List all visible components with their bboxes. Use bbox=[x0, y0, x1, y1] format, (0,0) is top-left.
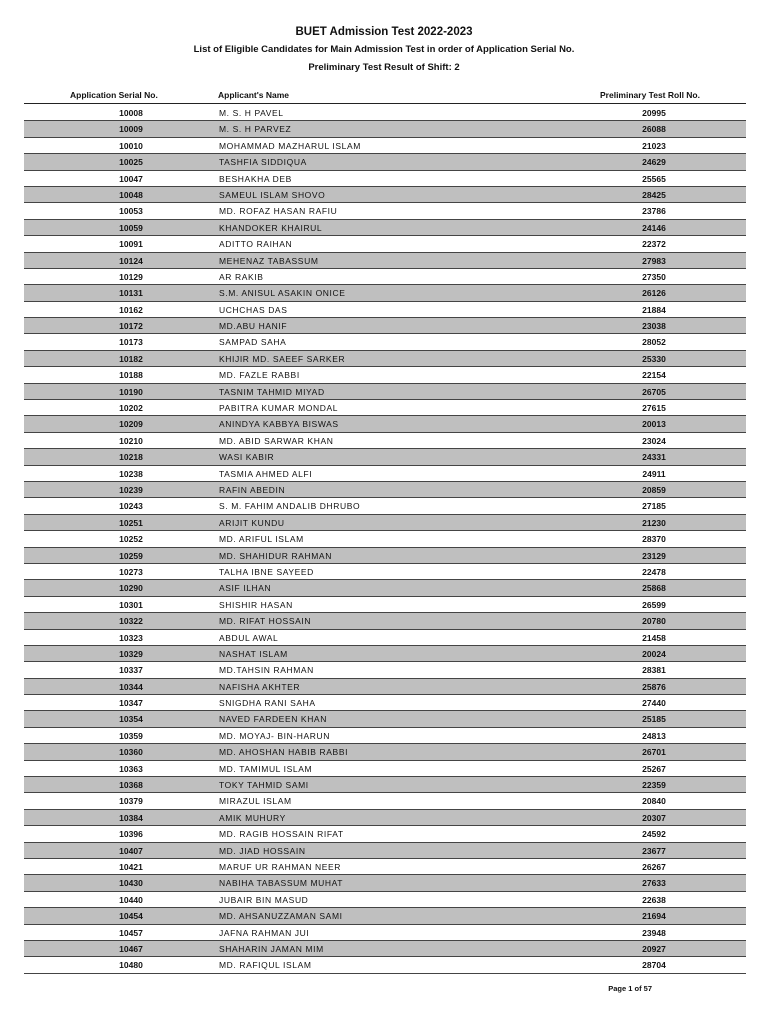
table-row bbox=[24, 351, 746, 367]
name-cell: SAMEUL ISLAM SHOVO bbox=[219, 189, 326, 200]
name-cell: AMIK MUHURY bbox=[219, 812, 286, 823]
name-cell: MD. MOYAJ- BIN-HARUN bbox=[219, 730, 331, 741]
table-row bbox=[24, 433, 746, 449]
serial-cell: 10344 bbox=[119, 681, 143, 692]
name-cell: TASMIA AHMED ALFI bbox=[219, 468, 313, 479]
table-row bbox=[24, 859, 746, 875]
serial-cell: 10048 bbox=[119, 189, 143, 200]
roll-cell: 22359 bbox=[642, 780, 666, 791]
table-row bbox=[24, 367, 746, 383]
name-cell: MD. ABID SARWAR KHAN bbox=[219, 435, 334, 446]
serial-cell: 10251 bbox=[119, 517, 143, 528]
serial-cell: 10202 bbox=[119, 403, 143, 414]
column-header-roll: Preliminary Test Roll No. bbox=[600, 90, 700, 100]
table-row bbox=[24, 564, 746, 580]
serial-cell: 10360 bbox=[119, 747, 143, 758]
serial-cell: 10218 bbox=[119, 452, 143, 463]
roll-cell: 24629 bbox=[642, 157, 666, 168]
table-row bbox=[24, 515, 746, 531]
name-cell: ARIJIT KUNDU bbox=[219, 517, 285, 528]
table-row bbox=[24, 171, 746, 187]
name-cell: MD. AHOSHAN HABIB RABBI bbox=[219, 747, 349, 758]
name-cell: M. S. H PAVEL bbox=[219, 108, 284, 118]
table-row bbox=[24, 384, 746, 400]
serial-cell: 10322 bbox=[119, 616, 143, 627]
table-row bbox=[24, 630, 746, 646]
serial-cell: 10210 bbox=[119, 435, 143, 446]
serial-cell: 10273 bbox=[119, 566, 143, 577]
serial-cell: 10329 bbox=[119, 648, 143, 659]
table-row bbox=[24, 646, 746, 662]
serial-cell: 10359 bbox=[119, 730, 143, 741]
roll-cell: 21458 bbox=[642, 632, 666, 643]
name-cell: SAMPAD SAHA bbox=[219, 337, 287, 348]
document-title: BUET Admission Test 2022-2023 bbox=[295, 26, 473, 38]
table-row bbox=[24, 400, 746, 416]
document-subtitle: List of Eligible Candidates for Main Admission Test in order of Application Serial No. bbox=[193, 44, 575, 55]
serial-cell: 10407 bbox=[119, 845, 143, 856]
roll-cell: 25267 bbox=[642, 763, 666, 774]
serial-cell: 10368 bbox=[119, 780, 143, 791]
roll-cell: 20859 bbox=[642, 484, 666, 495]
serial-cell: 10129 bbox=[119, 271, 143, 282]
serial-cell: 10480 bbox=[119, 960, 143, 971]
serial-cell: 10323 bbox=[119, 632, 143, 643]
name-cell: SHAHARIN JAMAN MIM bbox=[219, 943, 324, 954]
roll-cell: 22638 bbox=[642, 894, 666, 905]
roll-cell: 24146 bbox=[642, 222, 666, 233]
name-cell: MIRAZUL ISLAM bbox=[219, 796, 292, 807]
header-divider bbox=[24, 103, 746, 104]
roll-cell: 25565 bbox=[642, 173, 666, 184]
name-cell: MD. AHSANUZZAMAN SAMI bbox=[219, 911, 343, 922]
table-row bbox=[24, 466, 746, 482]
roll-cell: 22478 bbox=[642, 566, 666, 577]
table-row bbox=[24, 482, 746, 498]
name-cell: NAVED FARDEEN KHAN bbox=[219, 714, 327, 725]
roll-cell: 21023 bbox=[642, 140, 666, 151]
table-row bbox=[24, 253, 746, 269]
name-cell: TALHA IBNE SAYEED bbox=[219, 566, 314, 577]
table-row bbox=[24, 302, 746, 318]
name-cell: MD. FAZLE RABBI bbox=[219, 370, 300, 381]
roll-cell: 23024 bbox=[642, 435, 666, 446]
results-table bbox=[24, 105, 746, 974]
table-row bbox=[24, 711, 746, 727]
table-row bbox=[24, 810, 746, 826]
table-row bbox=[24, 548, 746, 564]
name-cell: S.M. ANISUL ASAKIN ONICE bbox=[219, 288, 346, 299]
table-row bbox=[24, 121, 746, 137]
name-cell: MD.TAHSIN RAHMAN bbox=[219, 665, 314, 676]
roll-cell: 27350 bbox=[642, 271, 666, 282]
roll-cell: 25868 bbox=[642, 583, 666, 594]
roll-cell: 27185 bbox=[642, 501, 666, 512]
name-cell: ADITTO RAIHAN bbox=[219, 239, 293, 250]
serial-cell: 10454 bbox=[119, 911, 143, 922]
name-cell: SNIGDHA RANI SAHA bbox=[219, 698, 316, 709]
table-row bbox=[24, 269, 746, 285]
serial-cell: 10457 bbox=[119, 927, 143, 938]
serial-cell: 10025 bbox=[119, 157, 143, 168]
table-row bbox=[24, 236, 746, 252]
roll-cell: 28381 bbox=[642, 665, 666, 676]
roll-cell: 21230 bbox=[642, 517, 666, 528]
serial-cell: 10008 bbox=[119, 108, 143, 118]
serial-cell: 10259 bbox=[119, 550, 143, 561]
serial-cell: 10379 bbox=[119, 796, 143, 807]
page-number: Page 1 of 57 bbox=[608, 984, 652, 993]
table-row bbox=[24, 744, 746, 760]
table-row bbox=[24, 220, 746, 236]
table-row bbox=[24, 777, 746, 793]
serial-cell: 10301 bbox=[119, 599, 143, 610]
roll-cell: 20927 bbox=[642, 943, 666, 954]
name-cell: MD. ARIFUL ISLAM bbox=[219, 534, 304, 545]
serial-cell: 10384 bbox=[119, 812, 143, 823]
serial-cell: 10238 bbox=[119, 468, 143, 479]
name-cell: MD. RAFIQUL ISLAM bbox=[219, 960, 312, 971]
table-row bbox=[24, 334, 746, 350]
table-row bbox=[24, 843, 746, 859]
roll-cell: 25876 bbox=[642, 681, 666, 692]
roll-cell: 24813 bbox=[642, 730, 666, 741]
serial-cell: 10091 bbox=[119, 239, 143, 250]
serial-cell: 10173 bbox=[119, 337, 143, 348]
name-cell: MD.ABU HANIF bbox=[219, 321, 288, 332]
table-row bbox=[24, 416, 746, 432]
table-row bbox=[24, 597, 746, 613]
name-cell: MD. TAMIMUL ISLAM bbox=[219, 763, 313, 774]
roll-cell: 20307 bbox=[642, 812, 666, 823]
name-cell: NABIHA TABASSUM MUHAT bbox=[219, 878, 344, 889]
roll-cell: 25330 bbox=[642, 353, 666, 364]
table-row bbox=[24, 892, 746, 908]
serial-cell: 10396 bbox=[119, 829, 143, 840]
roll-cell: 27440 bbox=[642, 698, 666, 709]
roll-cell: 20840 bbox=[642, 796, 666, 807]
serial-cell: 10243 bbox=[119, 501, 143, 512]
name-cell: MEHENAZ TABASSUM bbox=[219, 255, 319, 266]
roll-cell: 25185 bbox=[642, 714, 666, 725]
roll-cell: 27983 bbox=[642, 255, 666, 266]
serial-cell: 10162 bbox=[119, 304, 143, 315]
serial-cell: 10440 bbox=[119, 894, 143, 905]
roll-cell: 20024 bbox=[642, 648, 666, 659]
table-row bbox=[24, 662, 746, 678]
name-cell: PABITRA KUMAR MONDAL bbox=[219, 403, 339, 414]
table-row bbox=[24, 875, 746, 891]
table-row bbox=[24, 957, 746, 973]
serial-cell: 10354 bbox=[119, 714, 143, 725]
serial-cell: 10363 bbox=[119, 763, 143, 774]
table-row bbox=[24, 728, 746, 744]
serial-cell: 10252 bbox=[119, 534, 143, 545]
name-cell: WASI KABIR bbox=[219, 452, 275, 463]
serial-cell: 10239 bbox=[119, 484, 143, 495]
roll-cell: 26126 bbox=[642, 288, 666, 299]
name-cell: MD. SHAHIDUR RAHMAN bbox=[219, 550, 332, 561]
table-row bbox=[24, 695, 746, 711]
roll-cell: 22154 bbox=[642, 370, 666, 381]
name-cell: BESHAKHA DEB bbox=[219, 173, 292, 184]
serial-cell: 10059 bbox=[119, 222, 143, 233]
roll-cell: 24592 bbox=[642, 829, 666, 840]
serial-cell: 10190 bbox=[119, 386, 143, 397]
table-row bbox=[24, 580, 746, 596]
table-row bbox=[24, 318, 746, 334]
serial-cell: 10124 bbox=[119, 255, 143, 266]
roll-cell: 28052 bbox=[642, 337, 666, 348]
roll-cell: 23786 bbox=[642, 206, 666, 217]
table-row bbox=[24, 498, 746, 514]
roll-cell: 21884 bbox=[642, 304, 666, 315]
table-row bbox=[24, 925, 746, 941]
name-cell: JAFNA RAHMAN JUI bbox=[219, 927, 310, 938]
roll-cell: 27615 bbox=[642, 403, 666, 414]
roll-cell: 24911 bbox=[642, 468, 666, 479]
roll-cell: 22372 bbox=[642, 239, 666, 250]
roll-cell: 26088 bbox=[642, 124, 666, 135]
name-cell: UCHCHAS DAS bbox=[219, 304, 288, 315]
name-cell: MD. JIAD HOSSAIN bbox=[219, 845, 306, 856]
roll-cell: 27633 bbox=[642, 878, 666, 889]
name-cell: TASHFIA SIDDIQUA bbox=[219, 157, 307, 168]
serial-cell: 10188 bbox=[119, 370, 143, 381]
serial-cell: 10209 bbox=[119, 419, 143, 430]
name-cell: JUBAIR BIN MASUD bbox=[219, 894, 309, 905]
table-row bbox=[24, 203, 746, 219]
name-cell: RAFIN ABEDIN bbox=[219, 484, 286, 495]
roll-cell: 28704 bbox=[642, 960, 666, 971]
table-row bbox=[24, 941, 746, 957]
name-cell: MARUF UR RAHMAN NEER bbox=[219, 861, 342, 872]
roll-cell: 23948 bbox=[642, 927, 666, 938]
column-header-name: Applicant's Name bbox=[218, 90, 289, 100]
table-row bbox=[24, 793, 746, 809]
table-row bbox=[24, 826, 746, 842]
serial-cell: 10421 bbox=[119, 861, 143, 872]
serial-cell: 10053 bbox=[119, 206, 143, 217]
table-row bbox=[24, 613, 746, 629]
name-cell: SHISHIR HASAN bbox=[219, 599, 293, 610]
name-cell: KHANDOKER KHAIRUL bbox=[219, 222, 323, 233]
roll-cell: 23677 bbox=[642, 845, 666, 856]
roll-cell: 20780 bbox=[642, 616, 666, 627]
name-cell: ABDUL AWAL bbox=[219, 632, 279, 643]
name-cell: ANINDYA KABBYA BISWAS bbox=[219, 419, 339, 430]
name-cell: AR RAKIB bbox=[219, 271, 264, 282]
table-row bbox=[24, 138, 746, 154]
serial-cell: 10009 bbox=[119, 124, 143, 135]
table-row bbox=[24, 154, 746, 170]
roll-cell: 26267 bbox=[642, 861, 666, 872]
name-cell: MD. ROFAZ HASAN RAFIU bbox=[219, 206, 338, 217]
roll-cell: 26599 bbox=[642, 599, 666, 610]
serial-cell: 10131 bbox=[119, 288, 143, 299]
roll-cell: 28370 bbox=[642, 534, 666, 545]
name-cell: MD. RAGIB HOSSAIN RIFAT bbox=[219, 829, 344, 840]
table-row bbox=[24, 105, 746, 121]
name-cell: ASIF ILHAN bbox=[219, 583, 272, 594]
roll-cell: 20013 bbox=[642, 419, 666, 430]
roll-cell: 20995 bbox=[642, 108, 666, 118]
shift-label: Preliminary Test Result of Shift: 2 bbox=[308, 62, 460, 73]
serial-cell: 10430 bbox=[119, 878, 143, 889]
name-cell: KHIJIR MD. SAEEF SARKER bbox=[219, 353, 346, 364]
name-cell: MOHAMMAD MAZHARUL ISLAM bbox=[219, 140, 361, 151]
roll-cell: 26705 bbox=[642, 386, 666, 397]
table-row bbox=[24, 449, 746, 465]
table-row bbox=[24, 531, 746, 547]
roll-cell: 26701 bbox=[642, 747, 666, 758]
table-row bbox=[24, 285, 746, 301]
name-cell: NASHAT ISLAM bbox=[219, 648, 288, 659]
column-header-serial: Application Serial No. bbox=[70, 90, 158, 100]
serial-cell: 10172 bbox=[119, 321, 143, 332]
roll-cell: 23038 bbox=[642, 321, 666, 332]
table-row bbox=[24, 679, 746, 695]
roll-cell: 28425 bbox=[642, 189, 666, 200]
table-row bbox=[24, 761, 746, 777]
table-row bbox=[24, 187, 746, 203]
name-cell: TASNIM TAHMID MIYAD bbox=[219, 386, 325, 397]
serial-cell: 10467 bbox=[119, 943, 143, 954]
roll-cell: 21694 bbox=[642, 911, 666, 922]
name-cell: TOKY TAHMID SAMI bbox=[219, 780, 309, 791]
name-cell: M. S. H PARVEZ bbox=[219, 124, 292, 135]
table-row bbox=[24, 908, 746, 924]
serial-cell: 10010 bbox=[119, 140, 143, 151]
serial-cell: 10047 bbox=[119, 173, 143, 184]
serial-cell: 10290 bbox=[119, 583, 143, 594]
name-cell: S. M. FAHIM ANDALIB DHRUBO bbox=[219, 501, 361, 512]
roll-cell: 24331 bbox=[642, 452, 666, 463]
serial-cell: 10182 bbox=[119, 353, 143, 364]
serial-cell: 10347 bbox=[119, 698, 143, 709]
serial-cell: 10337 bbox=[119, 665, 143, 676]
roll-cell: 23129 bbox=[642, 550, 666, 561]
name-cell: MD. RIFAT HOSSAIN bbox=[219, 616, 312, 627]
name-cell: NAFISHA AKHTER bbox=[219, 681, 301, 692]
